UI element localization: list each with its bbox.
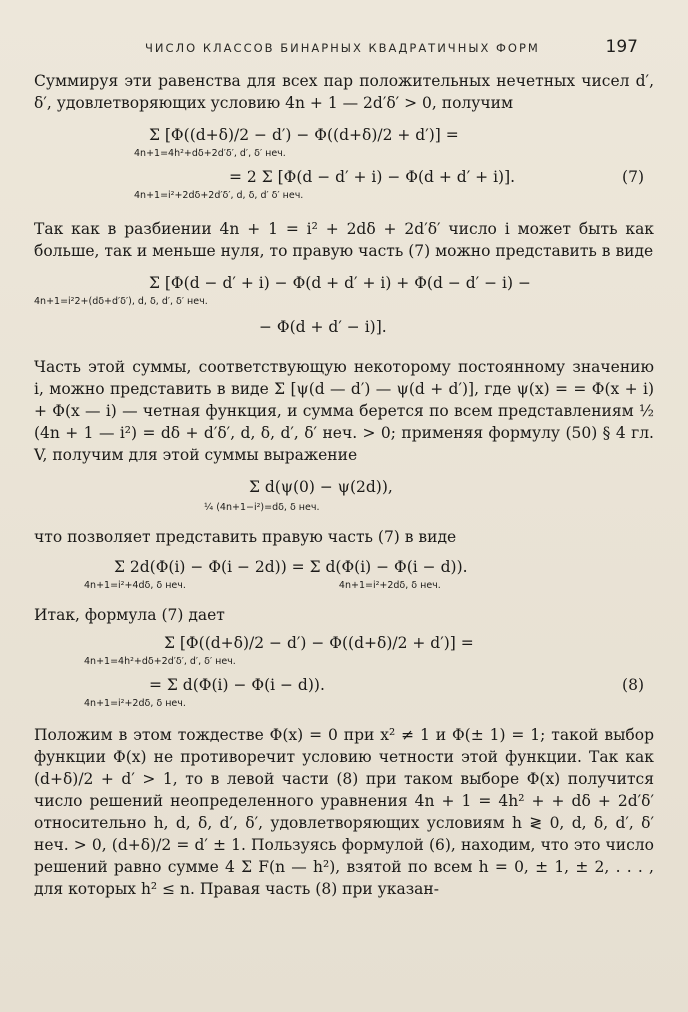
page-number: 197 (605, 37, 638, 57)
equation-number-7: (7) (622, 168, 644, 186)
paragraph-1: Суммируя эти равенства для всех пар положительных нечетных чисел d′, δ′, удовлетворяющих условию 4n + 1 — 2d′δ′ > 0, получим (34, 72, 654, 112)
equation-8-condition-1: 4n+1=4h²+dδ+2d′δ′, d′, δ′ неч. (84, 656, 236, 667)
equation-7-line-2: = 2 Σ [Φ(d − d′ + i) − Φ(d + d′ + i)]. (229, 168, 516, 186)
equation-7 (34, 124, 654, 202)
equation-expansion (34, 272, 654, 342)
running-title: ЧИСЛО КЛАССОВ БИНАРНЫХ КВАДРАТИЧНЫХ ФОРМ (145, 41, 540, 55)
equation-right-part-condition-left: 4n+1=i²+4dδ, δ неч. (84, 580, 186, 591)
equation-right-part-line: Σ 2d(Φ(i) − Φ(i − 2d)) = Σ d(Φ(i) − Φ(i − d)). (114, 558, 468, 576)
equation-8 (34, 632, 654, 710)
running-header (0, 37, 688, 61)
paragraph-5: Итак, формула (7) дает (34, 606, 225, 624)
paragraph-6: Положим в этом тождестве Φ(x) = 0 при x² ≠ 1 и Φ(± 1) = 1; такой выбор функции Φ(x) не противоречит условию четности этой функции. Так как (d+δ)/2 + d′ > 1, то в левой части (8) при таком выборе Φ(x) получится число решений неопределенного уравнения 4n + 1 = 4h² + + dδ + 2d′δ′ относительно h, d, δ, d′, δ′, удовлетворяющих условиям h ≷ 0, d, δ, d′, δ′ неч. > 0, (d+δ)/2 = d′ ± 1. Пользуясь формулой (6), находим, что это число решений равно сумме 4 Σ F(n — h²), взятой по всем h = 0, ± 1, ± 2, . . . , для которых h² ≤ n. Правая часть (8) при указан- (34, 726, 654, 898)
equation-right-part-condition-right: 4n+1=i²+2dδ, δ неч. (338, 580, 441, 591)
equation-7-condition-2: 4n+1=i²+2dδ+2d′δ′, d, δ, d′ δ′ неч. (134, 190, 304, 201)
equation-8-line-1: Σ [Φ((d+δ)/2 − d′) − Φ((d+δ)/2 + d′)] = (164, 634, 474, 652)
equation-8-condition-2: 4n+1=i²+2dδ, δ неч. (84, 698, 186, 709)
equation-expansion-line-2: − Φ(d + d′ − i)]. (259, 318, 387, 336)
paragraph-2: Так как в разбиении 4n + 1 = i² + 2dδ + 2d′δ′ число i может быть как больше, так и меньше нуля, то правую часть (7) можно представить в виде (34, 220, 654, 260)
paragraph-3: Часть этой суммы, соответствующую некоторому постоянному значению i, можно представить в виде Σ [ψ(d — d′) — ψ(d + d′)], где ψ(x) = = Φ(x + i) + Φ(x — i) — четная функция, и сумма берется по всем представлениям ½ (4n + 1 — i²) = dδ + d′δ′, d, δ, d′, δ′ неч. > 0; применяя формулу (50) § 4 гл. V, получим для этой суммы выражение (34, 358, 654, 464)
equation-8-line-2: = Σ d(Φ(i) − Φ(i − d)). (149, 676, 325, 694)
equation-right-part (34, 556, 654, 592)
equation-psi-sum-condition: ¼ (4n+1−i²)=dδ, δ неч. (204, 502, 320, 513)
equation-7-condition-1: 4n+1=4h²+dδ+2d′δ′, d′, δ′ неч. (134, 148, 286, 159)
paragraph-4: что позволяет представить правую часть (7) в виде (34, 528, 457, 546)
equation-expansion-line-1: Σ [Φ(d − d′ + i) − Φ(d + d′ + i) + Φ(d − d′ − i) − (149, 274, 531, 292)
equation-number-8: (8) (622, 676, 644, 694)
page-body (34, 70, 654, 900)
equation-psi-sum (34, 476, 654, 514)
equation-psi-sum-line: Σ d(ψ(0) − ψ(2d)), (249, 478, 393, 496)
equation-expansion-condition: 4n+1=i²2+(dδ+d′δ′), d, δ, d′, δ′ неч. (34, 296, 208, 307)
equation-7-line-1: Σ [Φ((d+δ)/2 − d′) − Φ((d+δ)/2 + d′)] = (149, 126, 459, 144)
